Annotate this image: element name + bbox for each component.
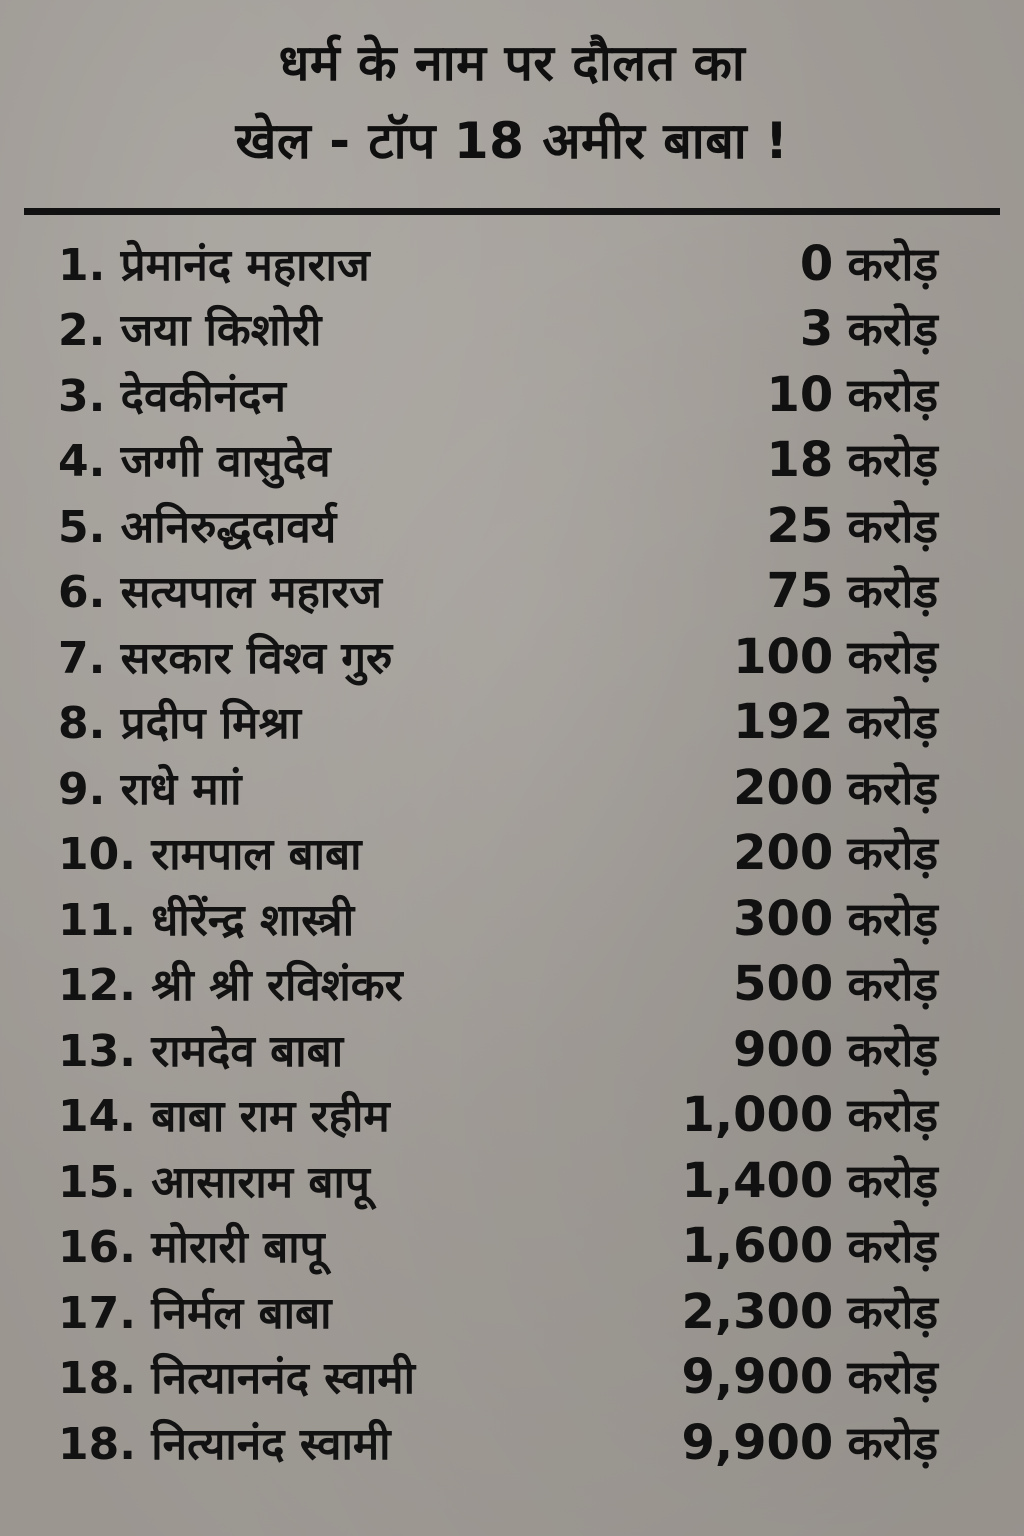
entry-name: 18. नित्यानंद स्वामी (58, 1418, 391, 1470)
list-item (58, 361, 938, 427)
title-divider (24, 208, 1000, 215)
amount-unit: करोड़ (847, 629, 938, 684)
list-item (58, 1082, 938, 1148)
entry-name: 18. नित्याननंद स्वामी (58, 1353, 415, 1405)
amount-unit: करोड़ (847, 367, 938, 422)
entry-amount (800, 297, 938, 359)
list-item (58, 820, 938, 886)
amount-value: 25 (766, 497, 834, 554)
list-item (58, 1344, 938, 1410)
entry-amount (767, 494, 938, 556)
entry-amount (767, 428, 938, 490)
list-item (58, 754, 938, 820)
amount-value: 18 (766, 432, 834, 489)
entry-amount (682, 1345, 939, 1407)
entry-amount (767, 363, 938, 425)
page-title (0, 24, 1024, 180)
list-item (58, 1213, 938, 1279)
amount-value: 1,600 (681, 1218, 834, 1275)
entry-name: 4. जग्गी वासुदेव (58, 436, 331, 488)
entry-name: 10. रामपाल बाबा (58, 829, 362, 881)
title-line-1: धर्म के नाम पर दौलत का (278, 34, 746, 92)
entry-name: 7. सरकार विश्व गुरु (58, 632, 393, 684)
amount-unit: करोड़ (847, 498, 938, 553)
amount-unit: करोड़ (847, 1022, 938, 1077)
amount-value: 9,900 (681, 1349, 834, 1406)
amount-value: 900 (733, 1021, 834, 1078)
amount-value: 1,400 (681, 1152, 834, 1209)
list-item (58, 885, 938, 951)
amount-value: 0 (799, 235, 834, 292)
list-item (58, 296, 938, 362)
list-item (58, 1147, 938, 1213)
amount-value: 3 (799, 301, 834, 358)
amount-value: 300 (733, 890, 834, 947)
list-item (58, 1278, 938, 1344)
amount-unit: करोड़ (847, 826, 938, 881)
amount-unit: करोड़ (847, 236, 938, 291)
amount-unit: करोड़ (847, 957, 938, 1012)
entry-name: 17. निर्मल बाबा (58, 1287, 332, 1339)
amount-unit: करोड़ (847, 302, 938, 357)
amount-unit: करोड़ (847, 695, 938, 750)
list-item (58, 951, 938, 1017)
amount-unit: करोड़ (847, 760, 938, 815)
entry-name: 12. श्री श्री रविशंकर (58, 960, 403, 1012)
entry-name: 9. राधे माां (58, 763, 242, 815)
list-item (58, 558, 938, 624)
amount-value: 200 (733, 825, 834, 882)
amount-unit: करोड़ (847, 891, 938, 946)
amount-unit: करोड़ (847, 1415, 938, 1470)
entry-amount (682, 1083, 939, 1145)
entry-amount (800, 232, 938, 294)
entry-amount (682, 1214, 939, 1276)
amount-value: 192 (733, 694, 834, 751)
entry-amount (682, 1149, 939, 1211)
amount-unit: करोड़ (847, 433, 938, 488)
amount-value: 100 (733, 628, 834, 685)
list-item (58, 427, 938, 493)
list-item (58, 1409, 938, 1475)
amount-unit: करोड़ (847, 1350, 938, 1405)
entry-name: 15. आसाराम बापू (58, 1156, 370, 1208)
entry-name: 16. मोरारी बापू (58, 1222, 325, 1274)
entry-amount (733, 952, 938, 1014)
amount-unit: करोड़ (847, 1284, 938, 1339)
entry-amount (733, 690, 938, 752)
entry-amount (733, 887, 938, 949)
amount-unit: करोड़ (847, 1153, 938, 1208)
amount-value: 1,000 (681, 1087, 834, 1144)
entry-name: 8. प्रदीप मिश्रा (58, 698, 302, 750)
amount-unit: करोड़ (847, 1088, 938, 1143)
entry-name: 13. रामदेव बाबा (58, 1025, 344, 1077)
entry-amount (733, 756, 938, 818)
list-item (58, 230, 938, 296)
entry-name: 14. बाबा राम रहीम (58, 1091, 390, 1143)
title-line-2: खेल - टॉप 18 अमीर बाबा ! (235, 112, 789, 170)
entry-name: 2. जया किशोरी (58, 305, 322, 357)
list-item (58, 1016, 938, 1082)
wealth-list (58, 230, 938, 1475)
entry-name: 5. अनिरुद्धदावर्य (58, 501, 337, 553)
entry-name: 6. सत्यपाल महारज (58, 567, 382, 619)
amount-value: 500 (733, 956, 834, 1013)
amount-value: 200 (733, 759, 834, 816)
amount-value: 10 (766, 366, 834, 423)
entry-name: 11. धीरेंन्द्र शास्त्री (58, 894, 355, 946)
entry-amount (733, 625, 938, 687)
amount-value: 2,300 (681, 1283, 834, 1340)
entry-name: 1. प्रेमानंद महाराज (58, 239, 370, 291)
entry-amount (733, 1018, 938, 1080)
entry-amount (767, 559, 938, 621)
list-item (58, 492, 938, 558)
amount-value: 9,900 (681, 1414, 834, 1471)
entry-amount (682, 1411, 939, 1473)
entry-name: 3. देवकीनंदन (58, 370, 286, 422)
amount-value: 75 (766, 563, 834, 620)
amount-unit: करोड़ (847, 564, 938, 619)
list-item (58, 623, 938, 689)
list-item (58, 689, 938, 755)
entry-amount (733, 821, 938, 883)
amount-unit: करोड़ (847, 1219, 938, 1274)
entry-amount (682, 1280, 939, 1342)
